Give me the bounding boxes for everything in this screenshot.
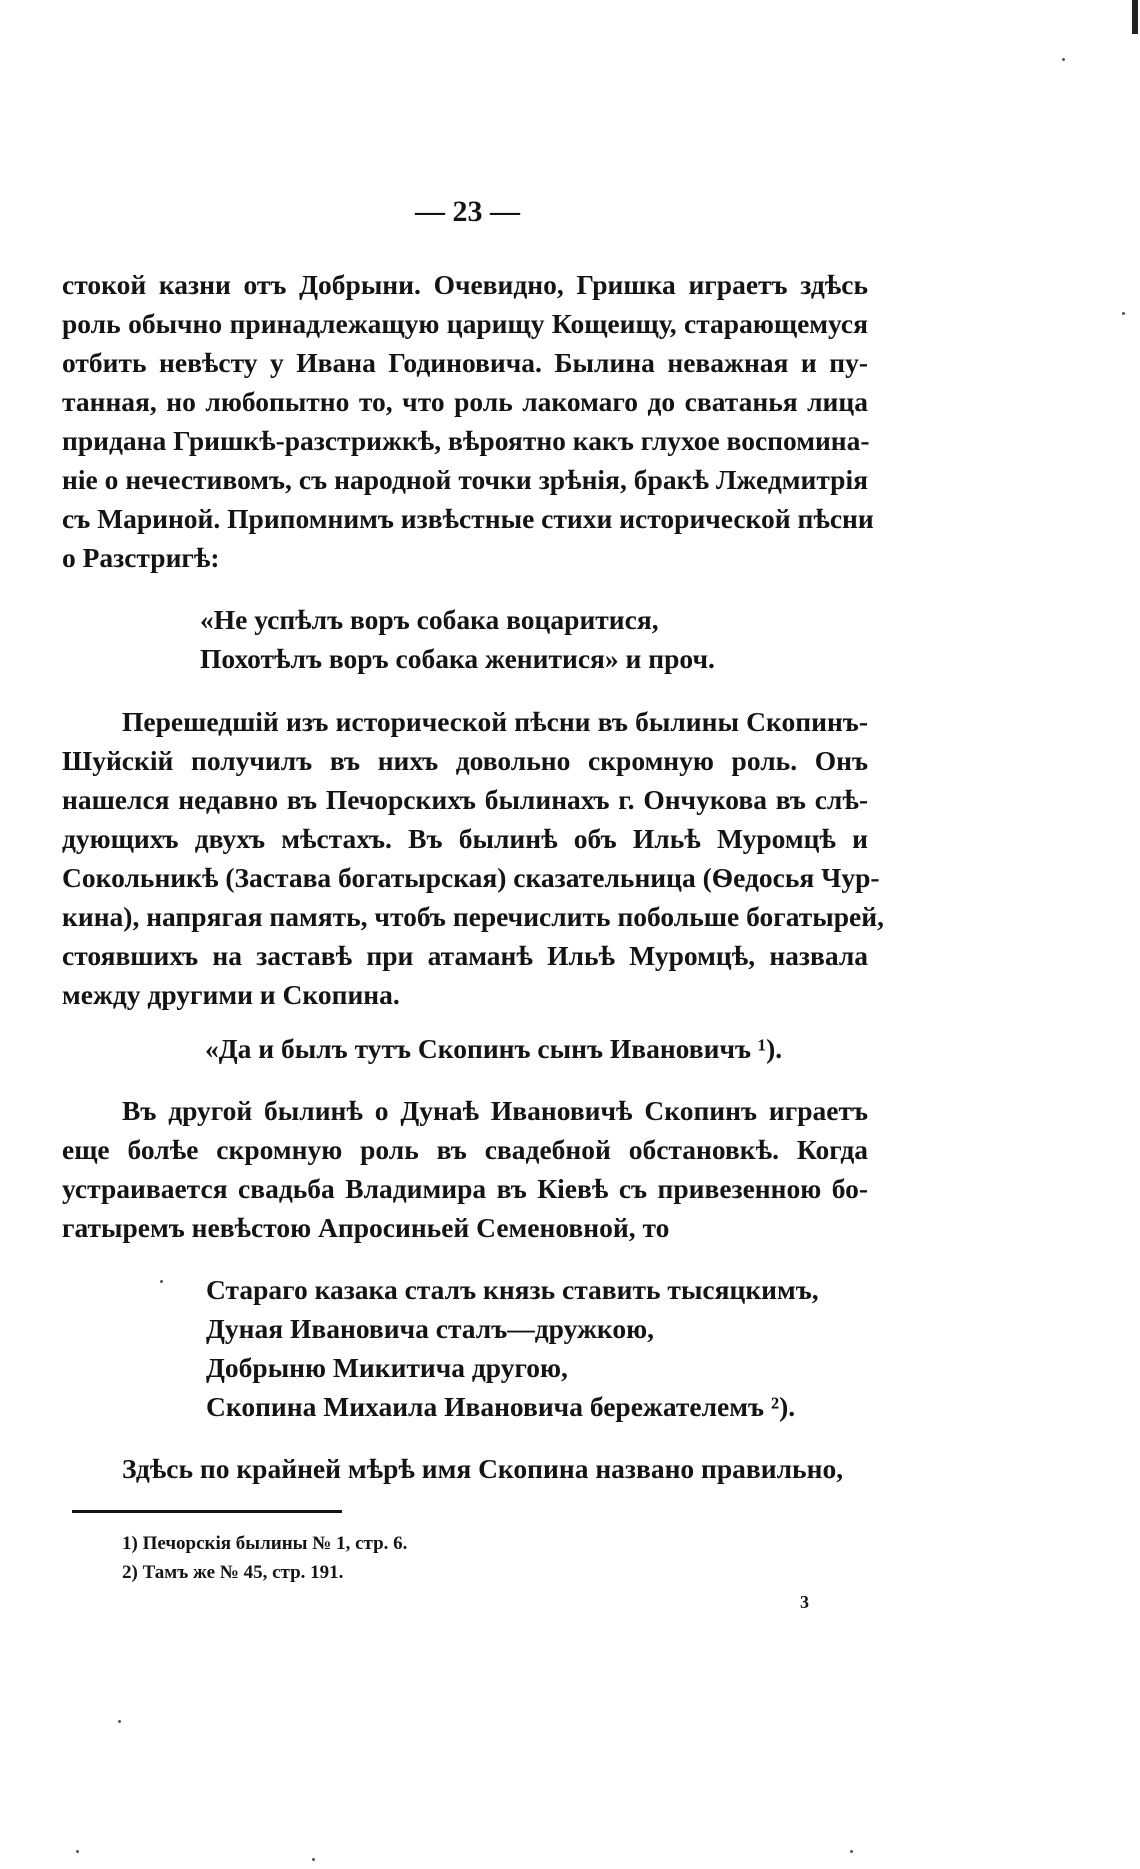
text-line: нiе о нечестивомъ, съ народной точки зрѣнiя, бракѣ Лжедмитрiя xyxy=(62,464,868,495)
page-number: — 23 — xyxy=(415,195,520,228)
text-line: танная, но любопытно то, что роль лакомаго до сватанья лица xyxy=(62,386,868,417)
text-line: между другими и Скопина. xyxy=(62,979,400,1010)
verse-line: Добрыню Микитича другою, xyxy=(206,1352,568,1383)
verse-line: Скопина Михаила Ивановича бережателемъ ²). xyxy=(206,1391,796,1422)
text-line: кина), напрягая память, чтобъ перечислить побольше богатырей, xyxy=(62,901,884,932)
footnote: 1) Печорскiя былины № 1, стр. 6. xyxy=(122,1533,408,1554)
text-line: Въ другой былинѣ о Дунаѣ Ивановичѣ Скопинъ играетъ xyxy=(122,1095,868,1126)
scan-speck xyxy=(76,1850,79,1853)
text-line: съ Мариной. Припомнимъ извѣстные стихи исторической пѣсни xyxy=(62,503,874,534)
text-line: стокой казни отъ Добрыни. Очевидно, Гришка играетъ здѣсь xyxy=(62,269,868,300)
verse-line: Стараго казака сталъ князь ставить тысяцкимъ, xyxy=(206,1274,819,1305)
text-line: Шуйскiй получилъ въ нихъ довольно скромную роль. Онъ xyxy=(62,745,868,776)
verse-line: «Не успѣлъ воръ собака воцаритися, xyxy=(200,604,659,635)
scan-speck xyxy=(118,1720,121,1723)
scan-speck xyxy=(850,1850,853,1853)
text-line: устраивается свадьба Владимира въ Кiевѣ съ привезенною бо- xyxy=(62,1173,868,1204)
text-line: еще болѣе скромную роль въ свадебной обстановкѣ. Когда xyxy=(62,1134,868,1165)
verse-line: «Да и былъ тутъ Скопинъ сынъ Ивановичъ ¹). xyxy=(205,1033,783,1064)
text-line: стоявшихъ на заставѣ при атаманѣ Ильѣ Муромцѣ, назвала xyxy=(62,940,868,971)
scan-speck xyxy=(1122,312,1125,315)
text-line: дующихъ двухъ мѣстахъ. Въ былинѣ объ Ильѣ Муромцѣ и xyxy=(62,823,868,854)
text-line: Перешедшiй изъ исторической пѣсни въ былины Скопинъ- xyxy=(122,706,868,737)
scan-speck xyxy=(312,1858,315,1861)
verse-line: Дуная Ивановича сталъ—дружкою, xyxy=(206,1313,655,1344)
footnote: 2) Тамъ же № 45, стр. 191. xyxy=(122,1562,344,1583)
text-line: Здѣсь по крайней мѣрѣ имя Скопина названо правильно, xyxy=(122,1453,844,1484)
signature-mark: 3 xyxy=(800,1592,809,1612)
text-line: о Разстригѣ: xyxy=(62,542,220,573)
scan-speck xyxy=(1062,58,1065,61)
text-line: гатыремъ невѣстою Апросиньей Семеновной, то xyxy=(62,1212,670,1243)
text-line: нашелся недавно въ Печорскихъ былинахъ г. Ончукова въ слѣ- xyxy=(62,784,868,815)
footnote-divider xyxy=(72,1510,342,1513)
text-line: отбить невѣсту у Ивана Годиновича. Былина неважная и пу- xyxy=(62,347,868,378)
text-line: Сокольникѣ (Застава богатырская) сказательница (Ѳедосья Чур- xyxy=(62,862,880,893)
scan-edge-mark xyxy=(1132,0,1138,34)
text-line: придана Гришкѣ-разстрижкѣ, вѣроятно какъ глухое воспомина- xyxy=(62,425,870,456)
verse-line: Похотѣлъ воръ собака женитися» и проч. xyxy=(200,643,715,674)
scan-speck xyxy=(160,1280,163,1283)
text-line: роль обычно принадлежащую царищу Кощеищу, старающемуся xyxy=(62,308,868,339)
